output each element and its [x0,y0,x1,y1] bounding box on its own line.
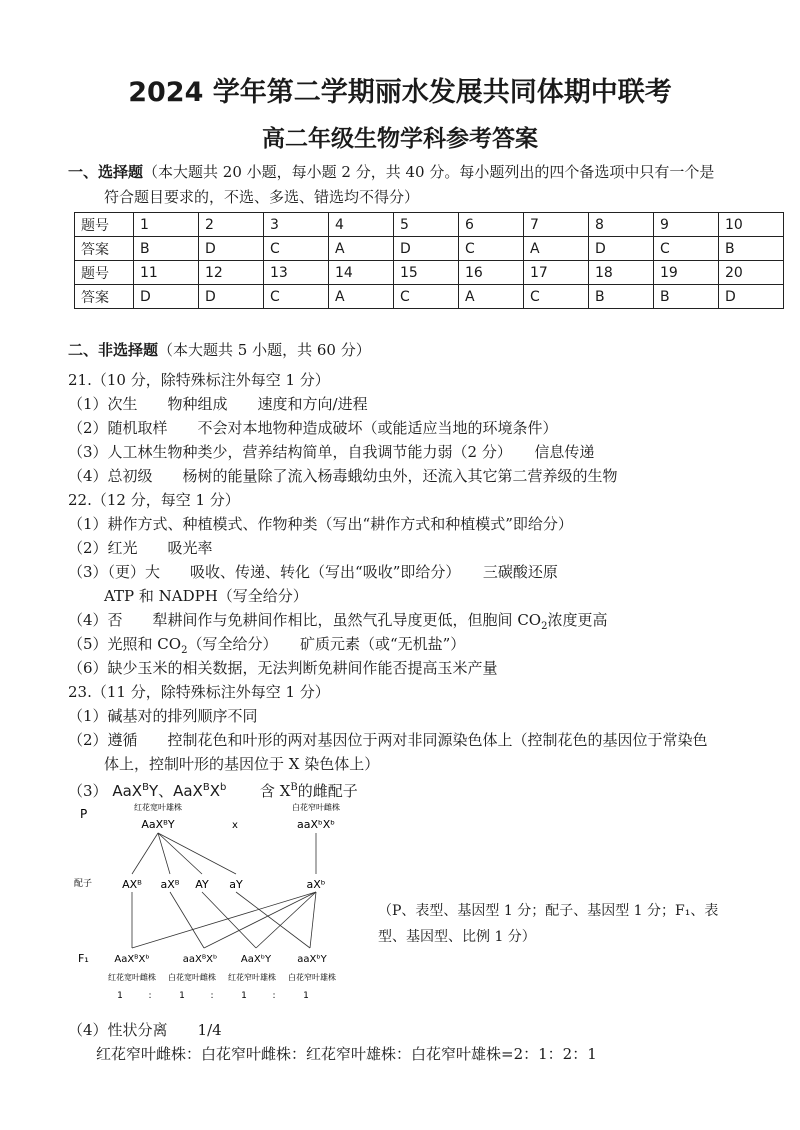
parent1-phenotype: 红花宽叶雄株 [134,803,182,812]
q22-header: 22.（12 分，每空 1 分） [68,491,240,509]
superscript: B [290,782,298,793]
table-cell: D [199,237,264,261]
genotype-part: X [209,782,220,800]
section1-intro [68,162,714,182]
table-cell: 7 [524,213,589,237]
q23-header: 23.（11 分，除特殊标注外每空 1 分） [68,683,330,701]
q22-answer-2: （2）红光 吸光率 [68,539,213,557]
table-cell: D [394,237,459,261]
table-cell: A [459,285,524,309]
f1-genotype-2: aaXᴮXᵇ [182,954,218,965]
table-cell: 12 [199,261,264,285]
section1-desc-2: 符合题目要求的，不选、多选、错选均不得分） [104,188,420,206]
table-cell: 18 [589,261,654,285]
table-cell: 17 [524,261,589,285]
q23-answer-2: （2）遵循 控制花色和叶形的两对基因位于两对非同源染色体上（控制花色的基因位于常染色 [68,731,708,749]
choice-answer-table [74,212,784,309]
table-cell: C [459,237,524,261]
q22-answer-3b: ATP 和 NADPH（写全给分） [104,587,308,605]
row-label-answer: 答案 [75,237,134,261]
q23-answer-3-label: （3） [68,782,108,800]
ratio-1: 1 [117,991,123,1001]
ratio-2: 1 [179,991,185,1001]
q23-answer-4: （4）性状分离 1/4 [68,1021,222,1039]
table-cell: 13 [264,261,329,285]
table-cell: B [589,285,654,309]
section1-heading: 一、选择题 [68,163,144,181]
answer-subtitle: 高二年级生物学科参考答案 [262,125,538,152]
genetic-cross-diagram [70,800,370,1010]
q22-answer-5 [68,634,465,661]
gamete-male-4: aY [229,878,243,891]
table-cell: C [654,237,719,261]
table-cell: 19 [654,261,719,285]
genotype-part: AaX [112,782,143,800]
q22-answer-4 [68,610,607,637]
table-row-q1 [75,213,784,237]
parent2-phenotype: 白花窄叶雌株 [292,803,340,812]
q21-answer-3: （3）人工林生物种类少，营养结构简单，自我调节能力弱（2 分） 信息传递 [68,443,595,461]
table-cell: D [719,285,784,309]
scoring-note: （P、表型、基因型 1 分；配子、基因型 1 分；F₁、表型、基因型、比例 1 分） [378,903,719,945]
f1-phenotype-2: 白花宽叶雌株 [168,973,216,982]
table-cell: 20 [719,261,784,285]
q23-genotypes: AaX$^B$Y、$AaX^BX^b$ [112,782,227,800]
table-cell: 6 [459,213,524,237]
q21-answer-2: （2）随机取样 不会对本地物种造成破坏（或能适应当地的环境条件） [68,419,558,437]
q22-answer-5-part1: （5）光照和 CO [68,635,182,653]
table-cell: A [524,237,589,261]
parent2-genotype: aaXᵇXᵇ [297,818,335,831]
gamete-female: aXᵇ [306,878,326,891]
table-cell: B [719,237,784,261]
q22-answer-5-part2: （写全给分） 矿质元素（或“无机盐”） [187,635,466,653]
co2-subscript: 2 [541,621,548,632]
section1-desc: （本大题共 20 小题，每小题 2 分，共 40 分。每小题列出的四个备选项中只有一个是 [143,163,715,181]
q21-header: 21.（10 分，除特殊标注外每空 1 分） [68,371,330,389]
ratio-sep: : [272,991,276,1001]
gamete-label: 配子 [74,879,93,889]
f1-phenotype-3: 红花窄叶雄株 [228,973,276,982]
superscript: B [202,782,210,793]
section2-intro [68,340,371,360]
q23-answer-3-gamete-end: 的雌配子 [297,782,358,800]
ratio-3: 1 [241,991,247,1001]
table-cell: A [329,237,394,261]
table-cell: 11 [134,261,199,285]
table-row-a1 [75,237,784,261]
table-cell: 10 [719,213,784,237]
table-cell: B [134,237,199,261]
q22-answer-3: （3）（更）大 吸收、传递、转化（写出“吸收”即给分） 三碳酸还原 [68,563,558,581]
genotype-part: Y、AaX [148,782,203,800]
row-label-question: 题号 [75,213,134,237]
f1-phenotype-1: 红花宽叶雌株 [108,973,156,982]
table-cell: C [524,285,589,309]
q22-answer-6: （6）缺少玉米的相关数据，无法判断免耕间作能否提高玉米产量 [68,659,498,677]
table-cell: D [199,285,264,309]
table-cell: D [589,237,654,261]
table-cell: C [264,285,329,309]
row-label-question: 题号 [75,261,134,285]
p-label: P [80,807,88,821]
section2-heading: 二、非选择题 [68,341,159,359]
table-cell: 2 [199,213,264,237]
gamete-male-1: AXᴮ [122,878,142,891]
q23-answer-1: （1）碱基对的排列顺序不同 [68,707,258,725]
f1-genotype-4: aaXᵇY [297,954,327,965]
exam-title: 2024 学年第二学期丽水发展共同体期中联考 [128,77,672,108]
gamete-male-2: aXᴮ [160,878,180,891]
f1-genotype-3: AaXᵇY [240,954,272,965]
q23-answer-3-gamete: 含 X [259,782,291,800]
co2-subscript: 2 [181,645,188,656]
q22-answer-1: （1）耕作方式、种植模式、作物种类（写出“耕作方式和种植模式”即给分） [68,515,573,533]
table-cell: 1 [134,213,199,237]
table-cell: 3 [264,213,329,237]
q23-answer-3 [68,778,358,801]
q23-answer-4b: 红花窄叶雌株：白花窄叶雌株：红花窄叶雄株：白花窄叶雄株=2：1：2：1 [96,1045,597,1063]
table-cell: 15 [394,261,459,285]
ratio-4: 1 [303,991,309,1001]
q22-answer-4-part2: 浓度更高 [547,611,608,629]
table-cell: C [264,237,329,261]
q22-answer-4-part1: （4）否 犁耕间作与免耕间作相比，虽然气孔导度更低，但胞间 CO [68,611,542,629]
cross-sign: x [232,820,238,831]
q21-answer-1: （1）次生 物种组成 速度和方向/进程 [68,395,368,413]
parent1-genotype: AaXᴮY [141,818,175,831]
f1-phenotype-4: 白花窄叶雄株 [288,973,336,982]
table-cell: B [654,285,719,309]
q23-answer-2b: 体上，控制叶形的基因位于 X 染色体上） [104,755,380,773]
table-cell: 4 [329,213,394,237]
table-cell: C [394,285,459,309]
row-label-answer: 答案 [75,285,134,309]
table-cell: 5 [394,213,459,237]
table-cell: 14 [329,261,394,285]
table-cell: 9 [654,213,719,237]
table-row-q2 [75,261,784,285]
ratio-sep: : [148,991,152,1001]
section2-desc: （本大题共 5 小题，共 60 分） [158,341,371,359]
table-cell: A [329,285,394,309]
f1-genotype-1: AaXᴮXᵇ [114,954,150,965]
table-cell: 8 [589,213,654,237]
ratio-sep: : [210,991,214,1001]
table-row-a2 [75,285,784,309]
q21-answer-4: （4）总初级 杨树的能量除了流入杨毒蛾幼虫外，还流入其它第二营养级的生物 [68,467,618,485]
superscript: B [142,782,149,793]
gamete-male-3: AY [195,878,209,891]
f1-label: F₁ [78,952,89,965]
table-cell: D [134,285,199,309]
table-cell: 16 [459,261,524,285]
